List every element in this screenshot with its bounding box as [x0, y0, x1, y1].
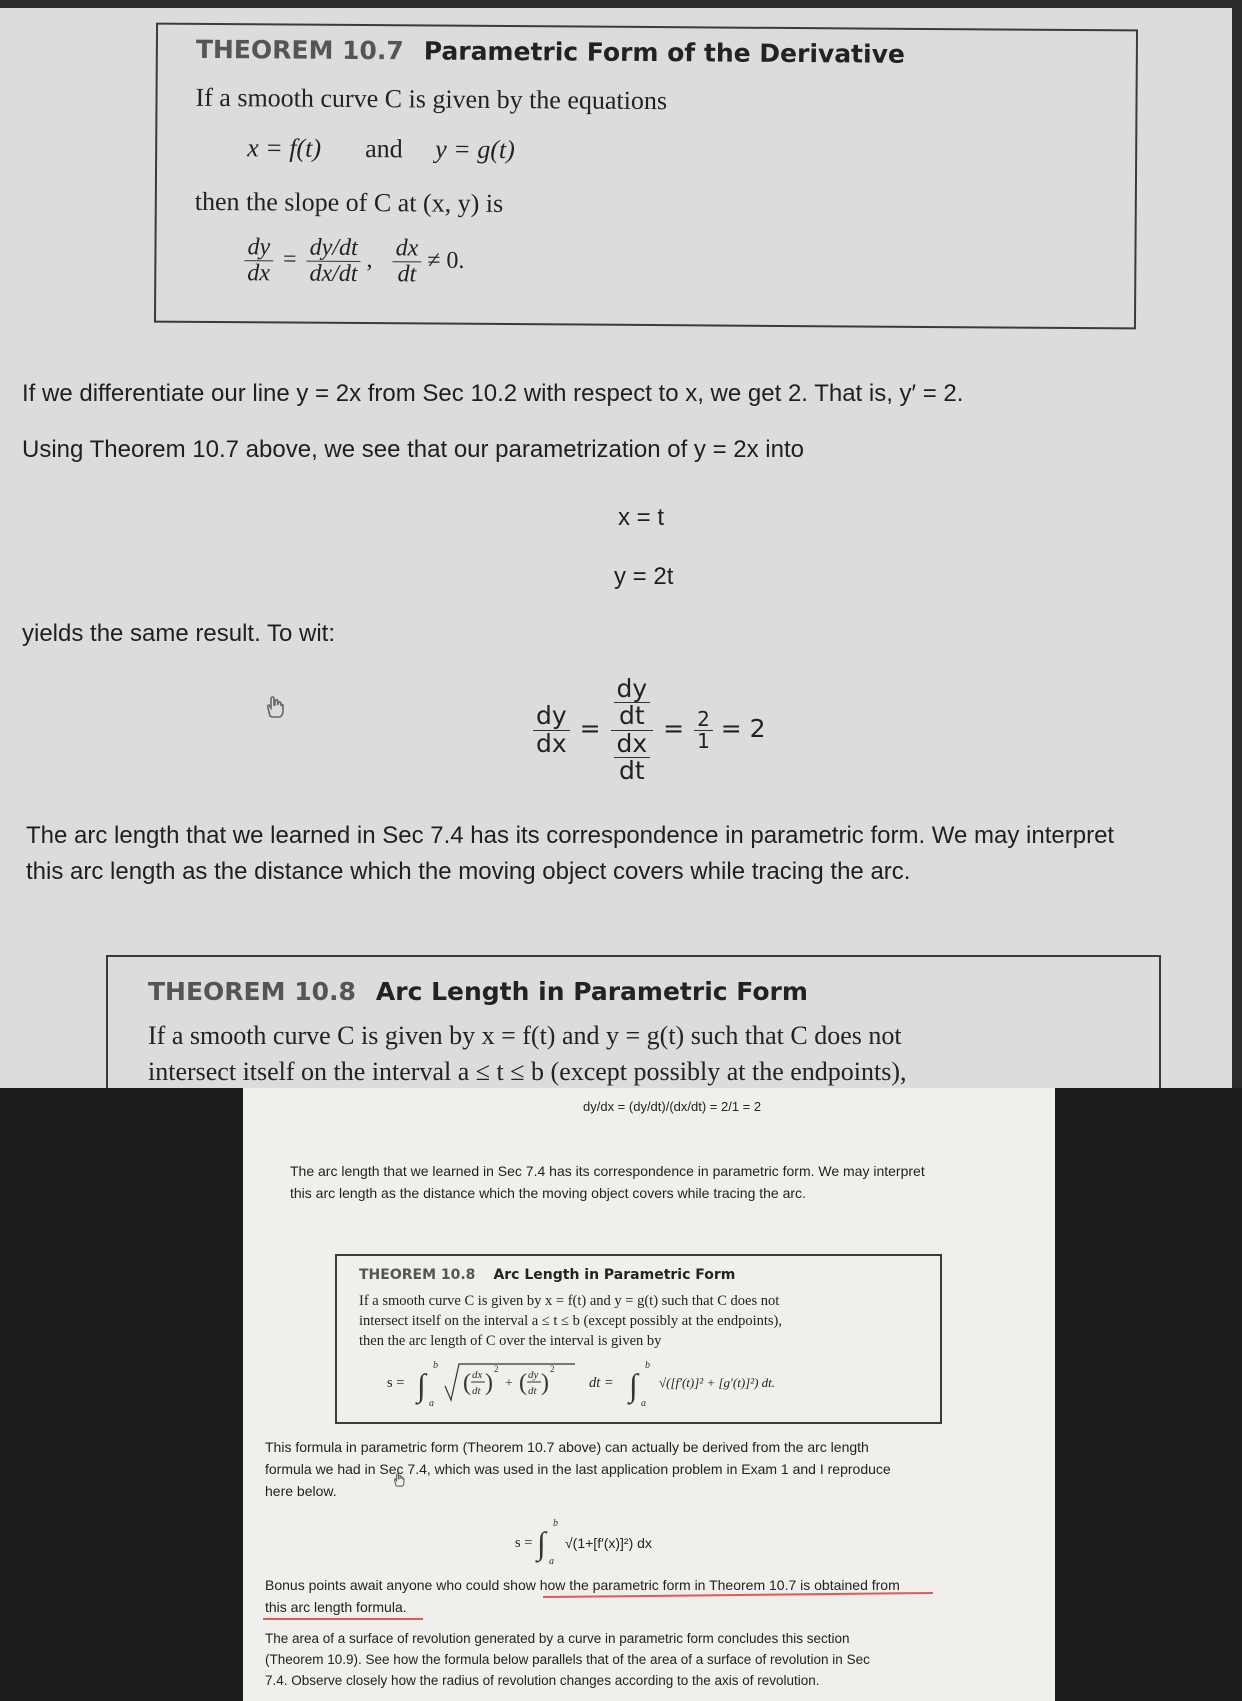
- formula-s-label: s =: [387, 1375, 405, 1391]
- bottom-paragraph-surface-2: (Theorem 10.9). See how the formula below parallels that of the area of a surface of revolution in Sec: [265, 1652, 870, 1667]
- bottom-paragraph-derive-2: formula we had in Sec 7.4, which was used in the last application problem in Exam 1 and I reproduce: [265, 1461, 891, 1477]
- deriv-inner-num-den: dt: [619, 701, 645, 731]
- formula-mid-num: dy/dt: [307, 236, 361, 263]
- bottom-paragraph-derive-3: here below.: [265, 1483, 337, 1499]
- derivative-example: $\frac{dy}{dx}$ = $\frac{\frac{dy}{dt}}{\frac{dx}{dt}}$ = $\frac{2}{1}$ = 2: [533, 676, 766, 784]
- bottom-theorem-number: THEOREM 10.8: [359, 1267, 476, 1283]
- svg-text:+: +: [505, 1376, 513, 1391]
- deriv-val-num: 2: [694, 709, 713, 731]
- formula-mid-den: dx/dt: [309, 260, 358, 288]
- bottom-paragraph-arc-1: The arc length that we learned in Sec 7.4 has its correspondence in parametric form. We may interpret: [290, 1163, 925, 1179]
- formula-cond-tail: ≠ 0.: [427, 247, 465, 274]
- paragraph-arc-length-2: this arc length as the distance which the moving object covers while tracing the arc.: [26, 858, 911, 885]
- small-derivative: dy/dx = (dy/dt)/(dx/dt) = 2/1 = 2: [583, 1099, 762, 1114]
- theorem-title: Parametric Form of the Derivative: [423, 36, 906, 69]
- bottom-paragraph-surface-3: 7.4. Observe closely how the radius of revolution changes according to the axis of revolution.: [265, 1673, 820, 1688]
- svg-text:∫: ∫: [629, 1367, 638, 1403]
- svg-text:dx: dx: [472, 1369, 483, 1381]
- svg-text:a: a: [641, 1398, 646, 1409]
- paragraph-same-result: yields the same result. To wit:: [22, 620, 336, 647]
- svg-text:b: b: [433, 1360, 438, 1371]
- theorem-line-1: If a smooth curve C is given by the equations: [195, 82, 668, 116]
- deriv-val-den: 1: [697, 728, 710, 753]
- theorem-10-8-line-2: intersect itself on the interval a ≤ t ≤ b (except possibly at the endpoints),: [148, 1057, 907, 1086]
- theorem-10-7-heading: [196, 35, 905, 69]
- deriv-lhs-num: dy: [533, 703, 570, 730]
- paragraph-arc-length-1: The arc length that we learned in Sec 7.4 has its correspondence in parametric form. We may interpret: [26, 822, 1115, 849]
- svg-text:∫: ∫: [537, 1525, 546, 1561]
- integral-sign-icon: [627, 1356, 657, 1410]
- theorem-number: THEOREM 10.7: [195, 34, 404, 66]
- bottom-theorem-heading: [359, 1264, 735, 1286]
- red-underline-2: [263, 1618, 423, 1620]
- bottom-theorem-title: Arc Length in Parametric Form: [493, 1267, 736, 1283]
- screenshot-region-bottom: [243, 1088, 1055, 1701]
- hand-pointer-icon: [262, 694, 288, 720]
- equation-x: x = f(t): [247, 133, 322, 163]
- theorem-number: THEOREM 10.8: [148, 977, 356, 1006]
- theorem-line-2: then the slope of C at (x, y) is: [194, 186, 504, 219]
- svg-text:2: 2: [494, 1364, 499, 1374]
- deriv-result: = 2: [720, 714, 766, 743]
- bottom-theorem-line-1: If a smooth curve C is given by x = f(t) and y = g(t) such that C does not: [359, 1293, 780, 1309]
- svg-text:dy: dy: [528, 1369, 539, 1381]
- theorem-title: Arc Length in Parametric Form: [375, 977, 808, 1006]
- svg-text:a: a: [549, 1556, 554, 1567]
- svg-text:(: (: [519, 1370, 527, 1396]
- deriv-inner-num-num: dy: [614, 676, 651, 703]
- deriv-inner-den-num: dx: [614, 731, 651, 758]
- svg-text:): ): [485, 1370, 493, 1396]
- svg-text:dt: dt: [472, 1385, 481, 1397]
- theorem-10-8-line-1: If a smooth curve C is given by x = f(t) and y = g(t) such that C does not: [148, 1021, 902, 1050]
- bottom-paragraph-surface-1: The area of a surface of revolution generated by a curve in parametric form concludes this section: [265, 1631, 850, 1646]
- svg-text:b: b: [645, 1360, 650, 1371]
- bottom-paragraph-arc-2: this arc length as the distance which the moving object covers while tracing the arc.: [290, 1185, 806, 1201]
- bottom-theorem-10-8-box: [335, 1254, 942, 1424]
- formula-cond-num: dx: [393, 236, 422, 262]
- svg-text:a: a: [429, 1398, 434, 1409]
- bottom-paragraph-derive-1: This formula in parametric form (Theorem 10.7 above) can actually be derived from the arc length: [265, 1439, 869, 1455]
- bonus-line-1: Bonus points await anyone who could show how the parametric form in Theorem 10.7 is obtained from: [265, 1577, 900, 1593]
- arc-formula: √(1+[f′(x)]²) dx: [565, 1535, 652, 1551]
- svg-text:(: (: [463, 1370, 471, 1396]
- formula-right: √([f′(t)]² + [g′(t)]²) dt.: [659, 1375, 776, 1390]
- formula-cond-den: dt: [397, 261, 417, 288]
- dark-right-edge: [1232, 0, 1242, 1088]
- deriv-lhs-den: dx: [536, 728, 567, 758]
- equation-y: y = g(t): [435, 134, 515, 165]
- formula-lhs-num: dy: [244, 235, 273, 261]
- parametric-arc-integral: [415, 1356, 585, 1410]
- arc-formula-s: s =: [515, 1535, 533, 1551]
- svg-text:2: 2: [550, 1364, 555, 1374]
- bonus-line-2: this arc length formula.: [265, 1599, 407, 1615]
- theorem-10-8-heading: [148, 977, 808, 1006]
- svg-text:∫: ∫: [417, 1367, 426, 1403]
- formula-mid-label: dt =: [589, 1375, 614, 1391]
- parametric-y: y = 2t: [614, 563, 674, 590]
- derivative-formula: $\frac{dy}{dx}$ = $\frac{dy/dt}{dx/dt}$ , $\frac{dx}{dt}$ ≠ 0.: [244, 235, 464, 288]
- dark-top-strip: [0, 0, 1242, 8]
- formula-lhs-den: dx: [247, 260, 271, 287]
- deriv-inner-den-den: dt: [619, 755, 645, 785]
- paragraph-using-theorem: Using Theorem 10.7 above, we see that our parametrization of y = 2x into: [22, 436, 804, 463]
- svg-text:b: b: [553, 1518, 558, 1529]
- hand-pointer-icon: [391, 1472, 407, 1488]
- theorem-10-7-box: [154, 23, 1138, 330]
- theorem-10-8-box: [106, 955, 1161, 1088]
- bottom-theorem-line-3: then the arc length of C over the interval is given by: [359, 1333, 662, 1349]
- svg-text:): ): [541, 1370, 549, 1396]
- parametric-x: x = t: [618, 504, 665, 531]
- svg-text:dt: dt: [528, 1385, 537, 1397]
- paragraph-differentiate: If we differentiate our line y = 2x from Sec 10.2 with respect to x, we get 2. That is, y′ = 2.: [22, 380, 964, 407]
- integral-sign-icon: [535, 1514, 565, 1568]
- equation-and: and: [365, 134, 403, 164]
- bottom-theorem-line-2: intersect itself on the interval a ≤ t ≤ b (except possibly at the endpoints),: [359, 1313, 783, 1329]
